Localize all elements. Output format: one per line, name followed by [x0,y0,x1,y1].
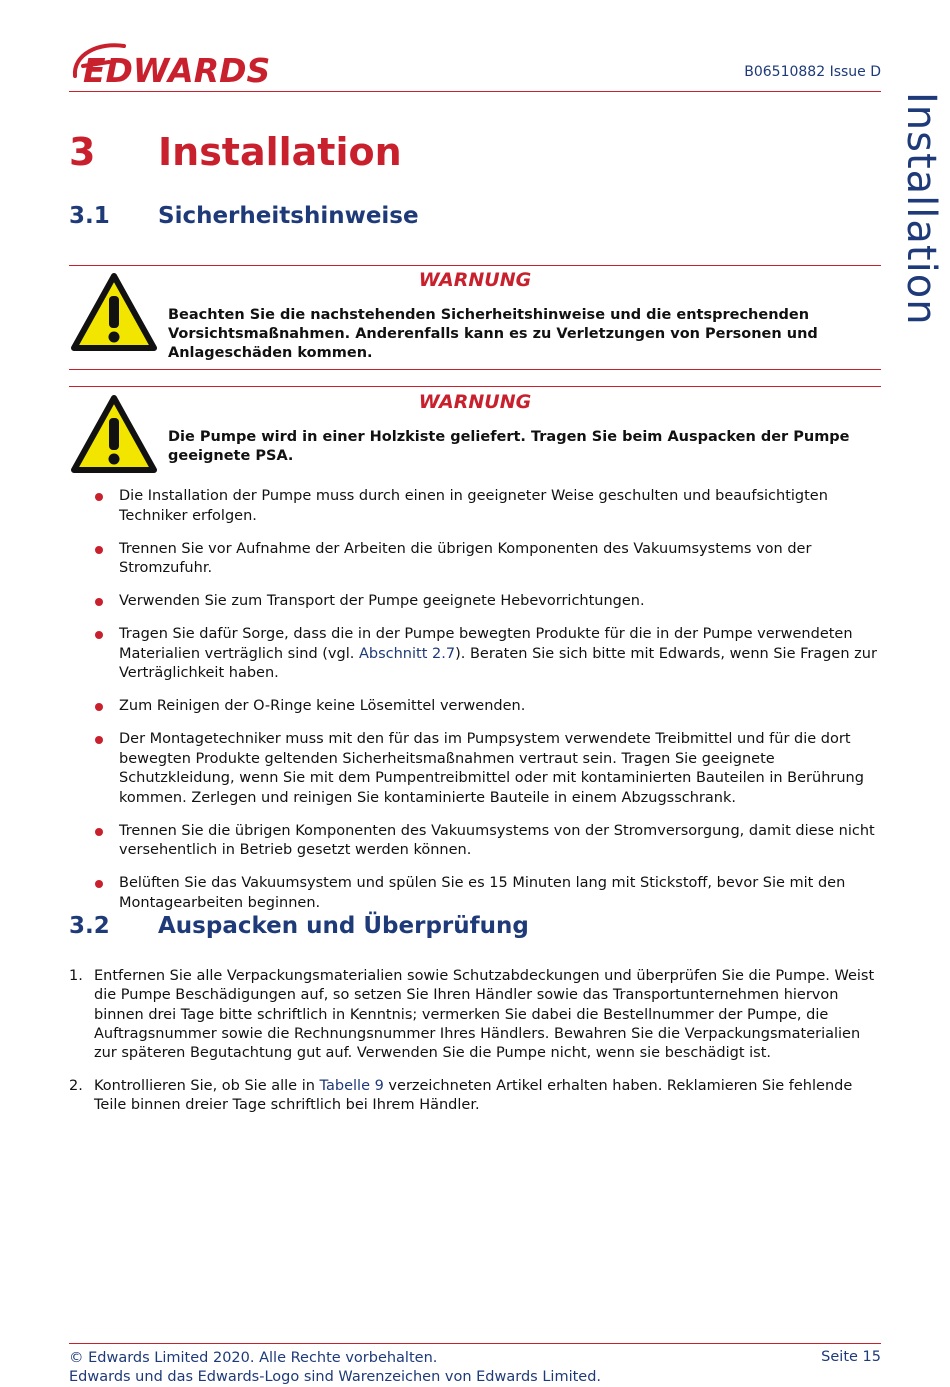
copyright-line: © Edwards Limited 2020. Alle Rechte vorbehalten. [69,1350,438,1366]
list-item: 1. Entfernen Sie alle Verpackungsmaterialien sowie Schutzabdeckungen und überprüfen Sie die Pumpe. Weist die Pumpe Beschädigungen auf, so setzen Sie Ihren Händler sowie das Transportunternehmen hiervon binnen drei Tage bitte schriftlich in Kenntnis; vermerken Sie dabei die Bestellnummer der Pumpe, die Auftragsnummer sowie die Rechnungsnummer Ihres Händlers. Bewahren Sie die Verpackungsmaterialien zur späteren Begutachtung gut auf. Verwenden Sie die Pumpe nicht, wenn sie beschädigt ist. [69,968,875,1062]
header-rule [69,91,881,92]
section-title: Installation [158,130,402,174]
trademark-line: Edwards und das Edwards-Logo sind Warenzeichen von Edwards Limited. [69,1369,602,1385]
unpacking-steps-list [69,967,881,1129]
subsection-number: 3.2 [69,913,110,939]
step-number: 2. [69,1077,83,1094]
document-id: B06510882 Issue D [744,64,881,80]
list-item: Der Montagetechniker muss mit den für das im Pumpsystem verwendete Treibmittel und für die dort bewegten Produkte geltenden Sicherheitsmaßnahmen vertraut sein. Tragen Sie geeignete Schutzkleidung, wenn Sie mit dem Pumpentreibmittel oder mit kontaminierten Bauteilen in Berührung kommen. Zerlegen und reinigen Sie kontaminierte Bauteile in einem Abzugsschrank. [69,730,881,808]
list-item: Belüften Sie das Vakuumsystem und spülen Sie es 15 Minuten lang mit Stickstoff, bevor Sie mit den Montagearbeiten beginnen. [69,874,881,913]
bullet-dot [95,598,103,606]
warning-triangle-icon [70,394,158,474]
list-item: Trennen Sie die übrigen Komponenten des Vakuumsystems von der Stromversorgung, damit diese nicht versehentlich in Betrieb gesetzt werden können. [69,822,881,861]
list-item: Tragen Sie dafür Sorge, dass die in der Pumpe bewegten Produkte für die in der Pumpe verwendeten Materialien verträglich sind (vgl. Abschnitt 2.7). Beraten Sie sich bitte mit Edwards, wenn Sie Fragen zur Verträglichkeit haben. [69,625,881,684]
section-number: 3 [69,130,96,174]
bullet-dot [95,631,103,639]
warning-rule-top [69,386,881,387]
warning-rule-bottom [69,369,881,370]
safety-bullet-list [69,487,881,927]
bullet-dot [95,703,103,711]
warning-triangle-icon [70,272,158,352]
list-item: Trennen Sie vor Aufnahme der Arbeiten die übrigen Komponenten des Vakuumsystems von der Stromzufuhr. [69,540,881,579]
side-tab-label: Installation [898,92,944,326]
bullet-dot [95,828,103,836]
brand-wordmark: EDWARDS [83,51,271,88]
subsection-title: Auspacken und Überprüfung [158,913,529,939]
bullet-dot [95,546,103,554]
step-number: 1. [69,968,83,984]
page-number: Seite 15 [821,1349,881,1365]
section-2-7-link[interactable]: Abschnitt 2.7 [358,645,456,662]
footer-copyright [69,1349,601,1387]
list-item: Die Installation der Pumpe muss durch einen in geeigneter Weise geschulten und beaufsichtigten Techniker erfolgen. [69,487,881,526]
warning-rule-top [69,265,881,266]
warning-title: WARNUNG [418,391,532,413]
footer-rule [69,1343,881,1344]
table-9-link[interactable]: Tabelle 9 [319,1077,384,1094]
subsection-number: 3.1 [69,203,110,229]
edwards-logo [69,40,319,88]
warning-title: WARNUNG [418,269,532,291]
warning-text: Die Pumpe wird in einer Holzkiste geliefert. Tragen Sie beim Auspacken der Pumpe geeignete PSA. [168,429,850,464]
bullet-dot [95,880,103,888]
list-item: 2. Kontrollieren Sie, ob Sie alle in Tabelle 9 verzeichneten Artikel erhalten haben. Reklamieren Sie fehlende Teile binnen dreier Tage schriftlich bei Ihrem Händler. [69,1077,853,1114]
list-item: Zum Reinigen der O-Ringe keine Lösemittel verwenden. [69,697,881,717]
side-tab [898,92,944,326]
list-item: Verwenden Sie zum Transport der Pumpe geeignete Hebevorrichtungen. [69,592,881,612]
subsection-title: Sicherheitshinweise [158,203,419,229]
warning-text: Beachten Sie die nachstehenden Sicherheitshinweise und die entsprechenden Vorsichtsmaßnahmen. Anderenfalls kann es zu Verletzungen von Personen und Anlageschäden kommen. [168,307,818,361]
bullet-dot [95,736,103,744]
bullet-dot [95,493,103,501]
